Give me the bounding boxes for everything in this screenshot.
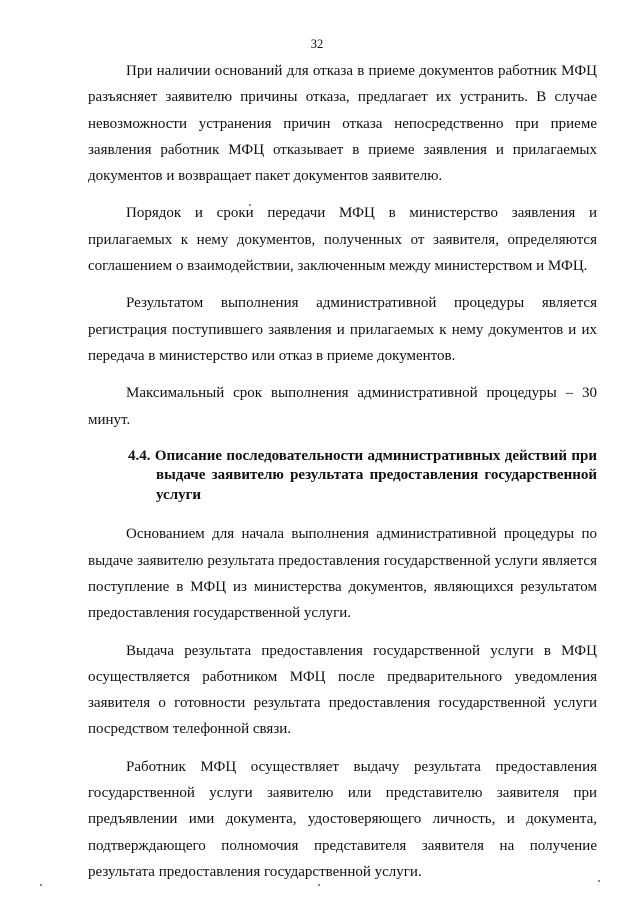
document-body: [88, 58, 597, 885]
section-title: Описание последовательности административных действий при выдаче заявителю результата предоставления государственной услуги: [154, 447, 598, 503]
paragraph-procedure-result: Результатом выполнения административной процедуры является регистрация поступившего заявления и прилагаемых к нему документов и их передача в министерство или отказ в приеме документов.: [88, 295, 597, 364]
scan-speck: [318, 884, 320, 886]
section-number: 4.4.: [128, 447, 151, 464]
paragraph-issuance-basis: Основанием для начала выполнения административной процедуры по выдаче заявителю результата предоставления государственной услуги является поступление в МФЦ из министерства документов, являющихся результатом предоставления государственной услуги.: [88, 526, 597, 622]
scan-speck: [249, 204, 251, 206]
paragraph-transfer-procedure: Порядок и сроки передачи МФЦ в министерство заявления и прилагаемых к нему документов, полученных от заявителя, определяются соглашением о взаимодействии, заключенным между министерством и МФЦ.: [88, 205, 597, 275]
section-heading: [88, 447, 597, 506]
paragraph-issuance-notification: Выдача результата предоставления государственной услуги в МФЦ осуществляется работником МФЦ после предварительного уведомления заявителя о готовности результата предоставления государственной услуги посредством телефонной связи.: [88, 642, 597, 738]
paragraph-refusal-explanation: При наличии оснований для отказа в приеме документов работник МФЦ разъясняет заявителю причины отказа, предлагает их устранить. В случае невозможности устранения причин отказа непосредственно при приеме заявления работник МФЦ отказывает в приеме заявления и прилагаемых документов и возвращает пакет документов заявителю.: [88, 63, 597, 185]
scan-speck: [40, 884, 42, 886]
page-number: 32: [310, 37, 324, 51]
paragraph-issuance-identity: Работник МФЦ осуществляет выдачу результата предоставления государственной услуги заявителю или представителю заявителя при предъявлении ими документа, удостоверяющего личность, и документа, подтверждающего полномочия представителя заявителя на получение результата предоставления государственной услуги.: [88, 758, 597, 880]
paragraph-max-duration: Максимальный срок выполнения административной процедуры – 30 минут.: [88, 385, 597, 428]
scan-speck: [598, 880, 600, 882]
